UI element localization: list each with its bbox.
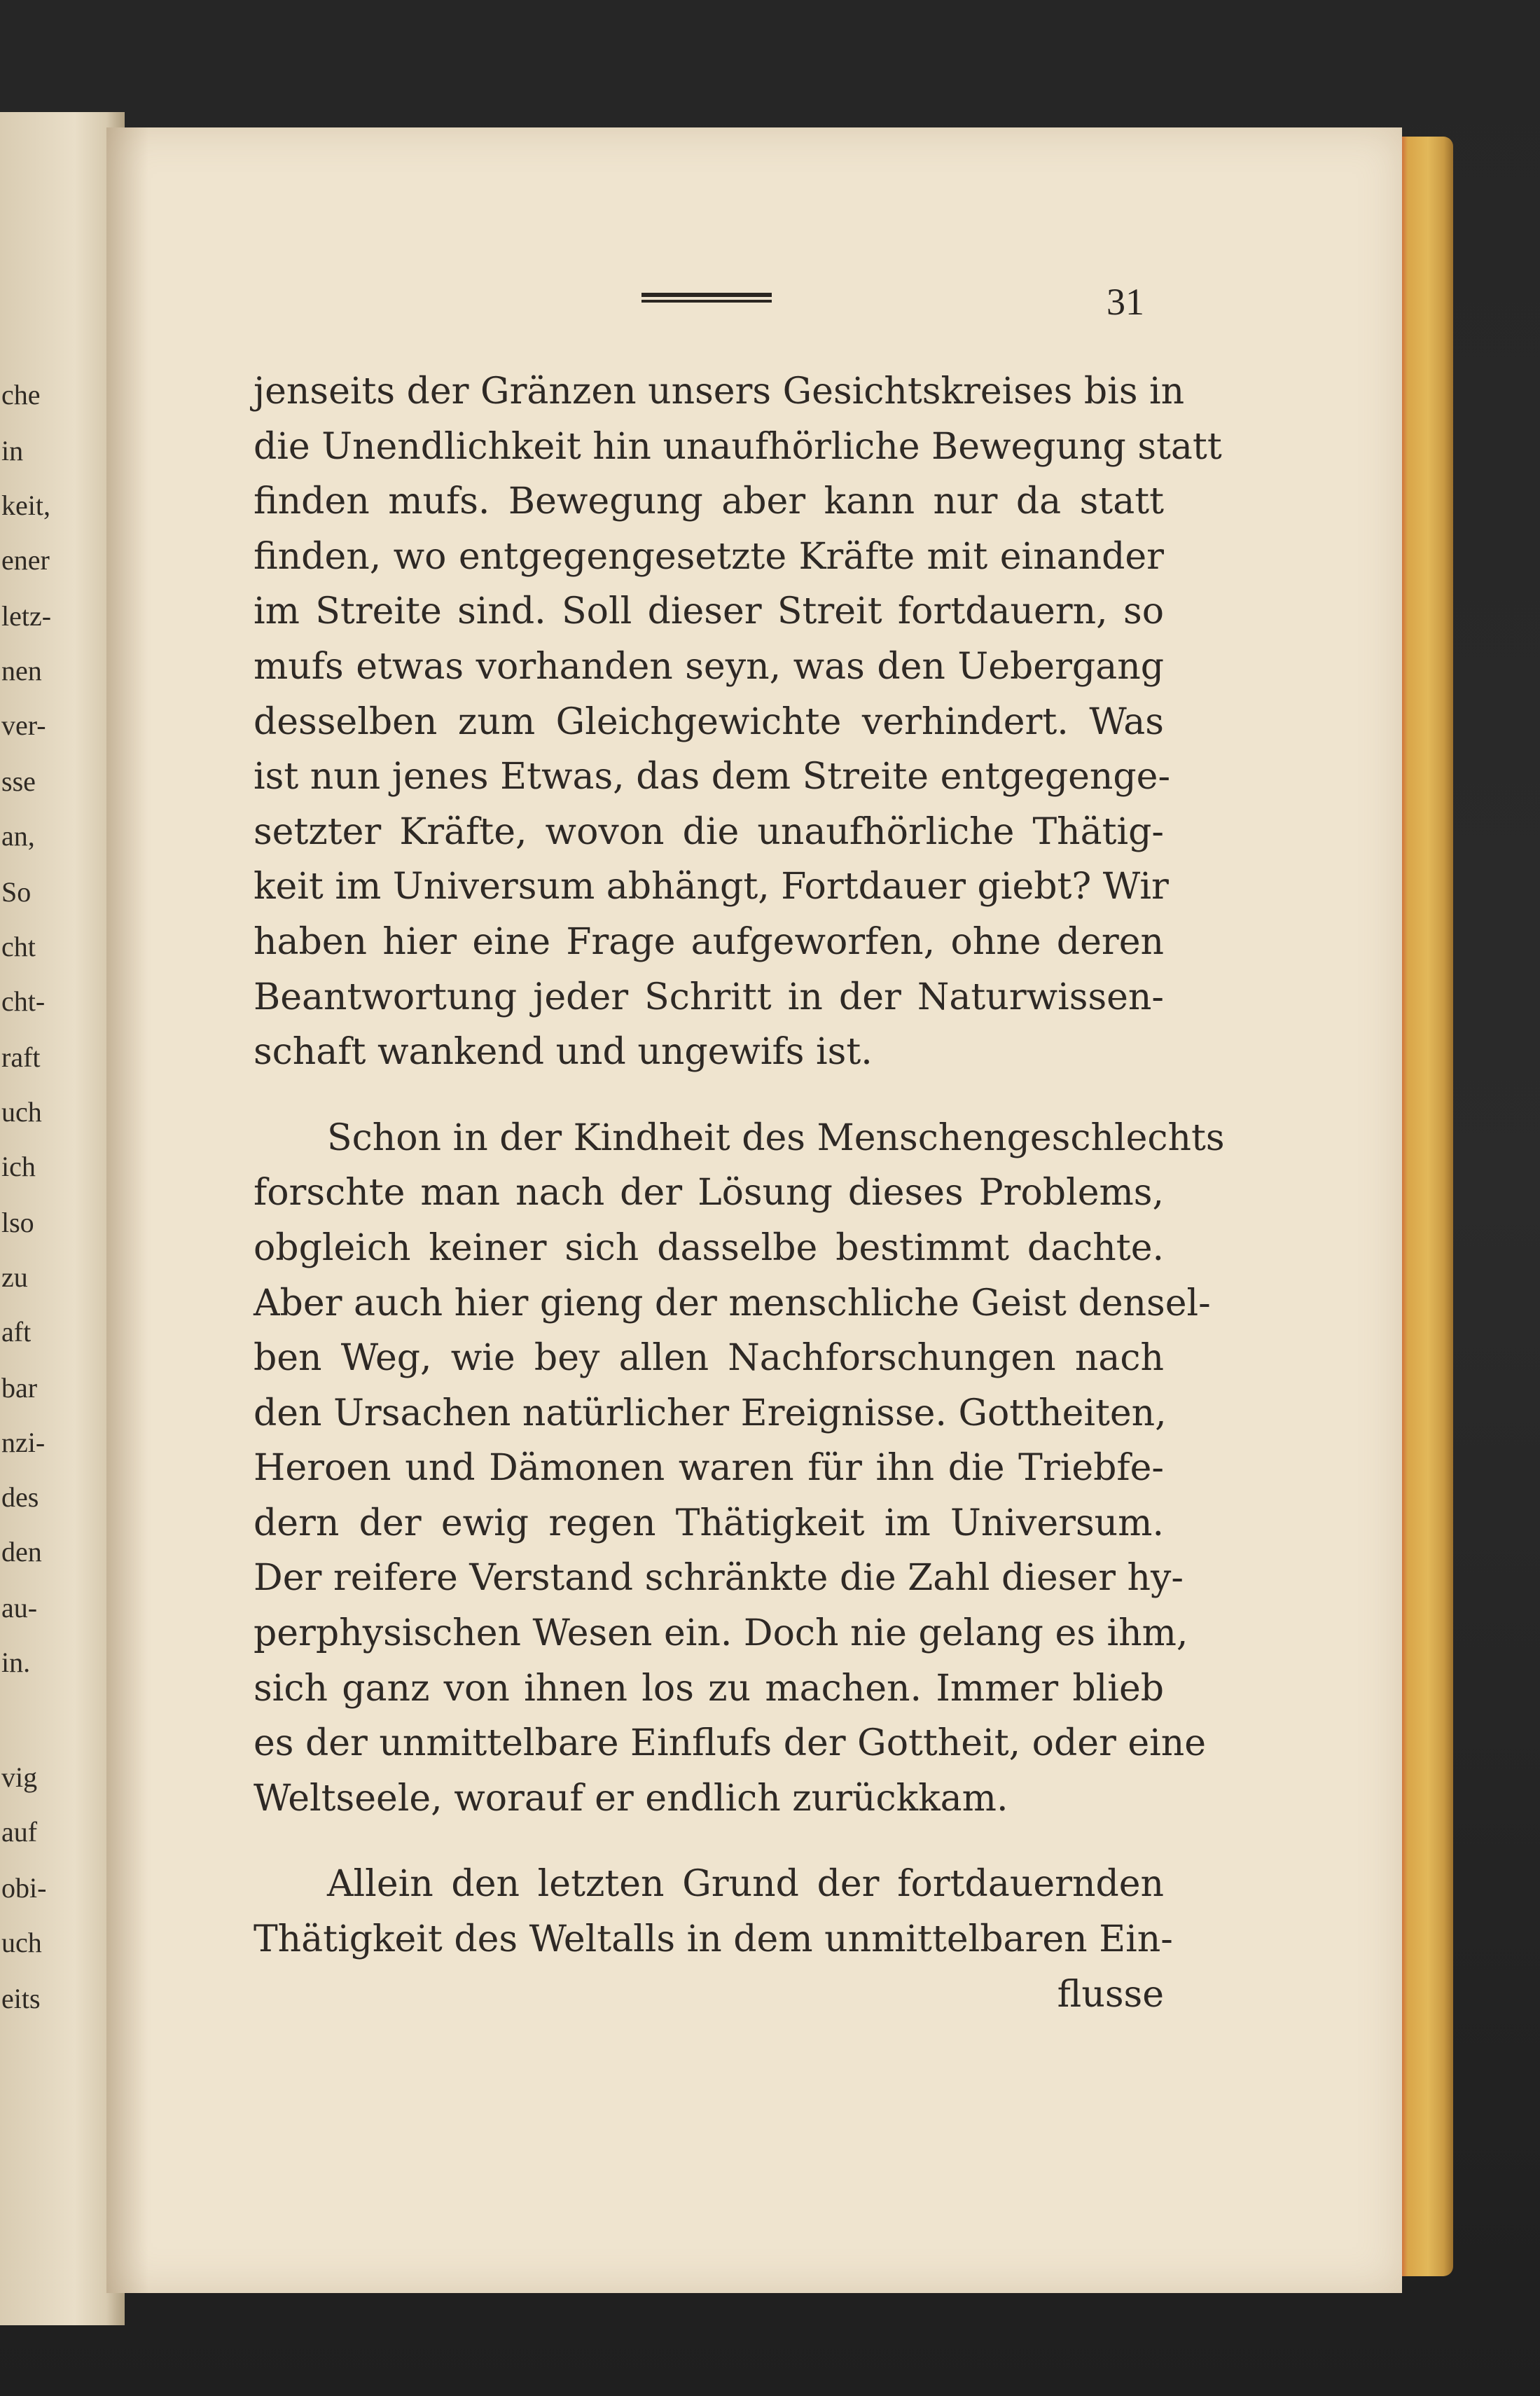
left-page-fragment: bar — [1, 1372, 38, 1404]
text-line: Heroen und Dämonen waren für ihn die Triebfe- — [254, 1447, 1164, 1490]
text-line: Der reifere Verstand schränkte die Zahl dieser hy- — [254, 1557, 1184, 1600]
text-line: schaft wankend und ungewifs ist. — [254, 1031, 873, 1074]
text-line: Beantwortung jeder Schritt in der Naturwissen- — [254, 976, 1164, 1018]
left-page-fragment: obi- — [1, 1872, 47, 1904]
left-page-fragment: an, — [1, 820, 35, 852]
left-page-fragment: den — [1, 1536, 42, 1567]
text-line: haben hier eine Frage aufgeworfen, ohne deren — [254, 920, 1164, 963]
text-line: jenseits der Gränzen unsers Gesichtskreises bis in — [254, 371, 1185, 413]
left-page-fragment: des — [1, 1481, 39, 1513]
text-line: mufs etwas vorhanden seyn, was den Uebergang — [254, 645, 1164, 688]
text-line: keit im Universum abhängt, Fortdauer giebt? Wir — [254, 866, 1169, 908]
left-page-fragment: ich — [1, 1151, 36, 1182]
text-line: Thätigkeit des Weltalls in dem unmittelbaren Ein- — [254, 1918, 1173, 1961]
left-page-fragment: cht- — [1, 985, 46, 1017]
left-page-fragment: ener — [1, 544, 50, 576]
left-page-fragment: letz- — [1, 600, 52, 632]
body-text — [254, 364, 1225, 2022]
text-line: Schon in der Kindheit des Menschengeschlechts — [327, 1116, 1225, 1159]
text-line: setzter Kräfte, wovon die unaufhörliche Thätig- — [254, 810, 1164, 853]
left-page-fragment: keit, — [1, 490, 50, 521]
text-line: forschte man nach der Lösung dieses Problems, — [254, 1172, 1164, 1214]
left-page-fragment: au- — [1, 1592, 38, 1623]
text-line: ben Weg, wie bey allen Nachforschungen nach — [254, 1337, 1164, 1380]
left-page-fragment: raft — [1, 1041, 41, 1073]
left-page-fragment: nzi- — [1, 1427, 46, 1458]
left-page-fragment: uch — [1, 1927, 42, 1958]
header-rule-thin — [641, 300, 772, 303]
left-page-fragment: lso — [1, 1207, 34, 1238]
left-page-fragment: in. — [1, 1647, 31, 1678]
text-line: Aber auch hier gieng der menschliche Geist densel- — [254, 1282, 1211, 1324]
text-line: Allein den letzten Grund der fortdauernden — [327, 1863, 1164, 1906]
text-line: im Streite sind. Soll dieser Streit fortdauern, so — [254, 590, 1164, 633]
left-page-fragment: auf — [1, 1816, 38, 1848]
text-line: Weltseele, worauf er endlich zurückkam. — [254, 1777, 1008, 1820]
text-line: dern der ewig regen Thätigkeit im Universum. — [254, 1502, 1164, 1544]
text-line: finden, wo entgegengesetzte Kräfte mit einander — [254, 535, 1164, 578]
left-page-fragment: So — [1, 876, 32, 908]
left-page-fragment: cht — [1, 931, 36, 962]
text-line: den Ursachen natürlicher Ereignisse. Gottheiten, — [254, 1392, 1167, 1434]
left-page-fragment: che — [1, 379, 41, 410]
text-line: es der unmittelbare Einflufs der Gottheit, oder eine — [254, 1722, 1207, 1765]
text-line: desselben zum Gleichgewichte verhindert. Was — [254, 700, 1164, 743]
header-rule-thick — [641, 293, 772, 297]
text-line: ist nun jenes Etwas, das dem Streite entgegenge- — [254, 756, 1171, 798]
left-page-fragment: vig — [1, 1761, 38, 1793]
header-rule — [641, 293, 772, 305]
page-number: 31 — [1107, 281, 1144, 323]
paragraph-gap — [254, 1080, 1164, 1111]
left-page-fragment: ver- — [1, 709, 46, 741]
left-page-fragment: nen — [1, 655, 42, 686]
text-line: finden mufs. Bewegung aber kann nur da statt — [254, 480, 1164, 523]
text-line: obgleich keiner sich dasselbe bestimmt dachte. — [254, 1226, 1164, 1269]
text-line: perphysischen Wesen ein. Doch nie gelang es ihm, — [254, 1612, 1188, 1655]
text-line: sich ganz von ihnen los zu machen. Immer blieb — [254, 1667, 1164, 1710]
left-page-fragment: aft — [1, 1316, 32, 1348]
paragraph-gap — [254, 1826, 1164, 1857]
left-page-fragment: in — [1, 435, 24, 466]
catchword: flusse — [1057, 1973, 1164, 2016]
left-page-fragment: zu — [1, 1261, 28, 1293]
text-line: die Unendlichkeit hin unaufhörliche Bewegung statt — [254, 425, 1222, 468]
left-page-fragment: sse — [1, 766, 36, 797]
left-page-fragment: eits — [1, 1983, 41, 2014]
left-page-fragment: uch — [1, 1096, 42, 1128]
spine-shadow — [106, 127, 148, 2293]
